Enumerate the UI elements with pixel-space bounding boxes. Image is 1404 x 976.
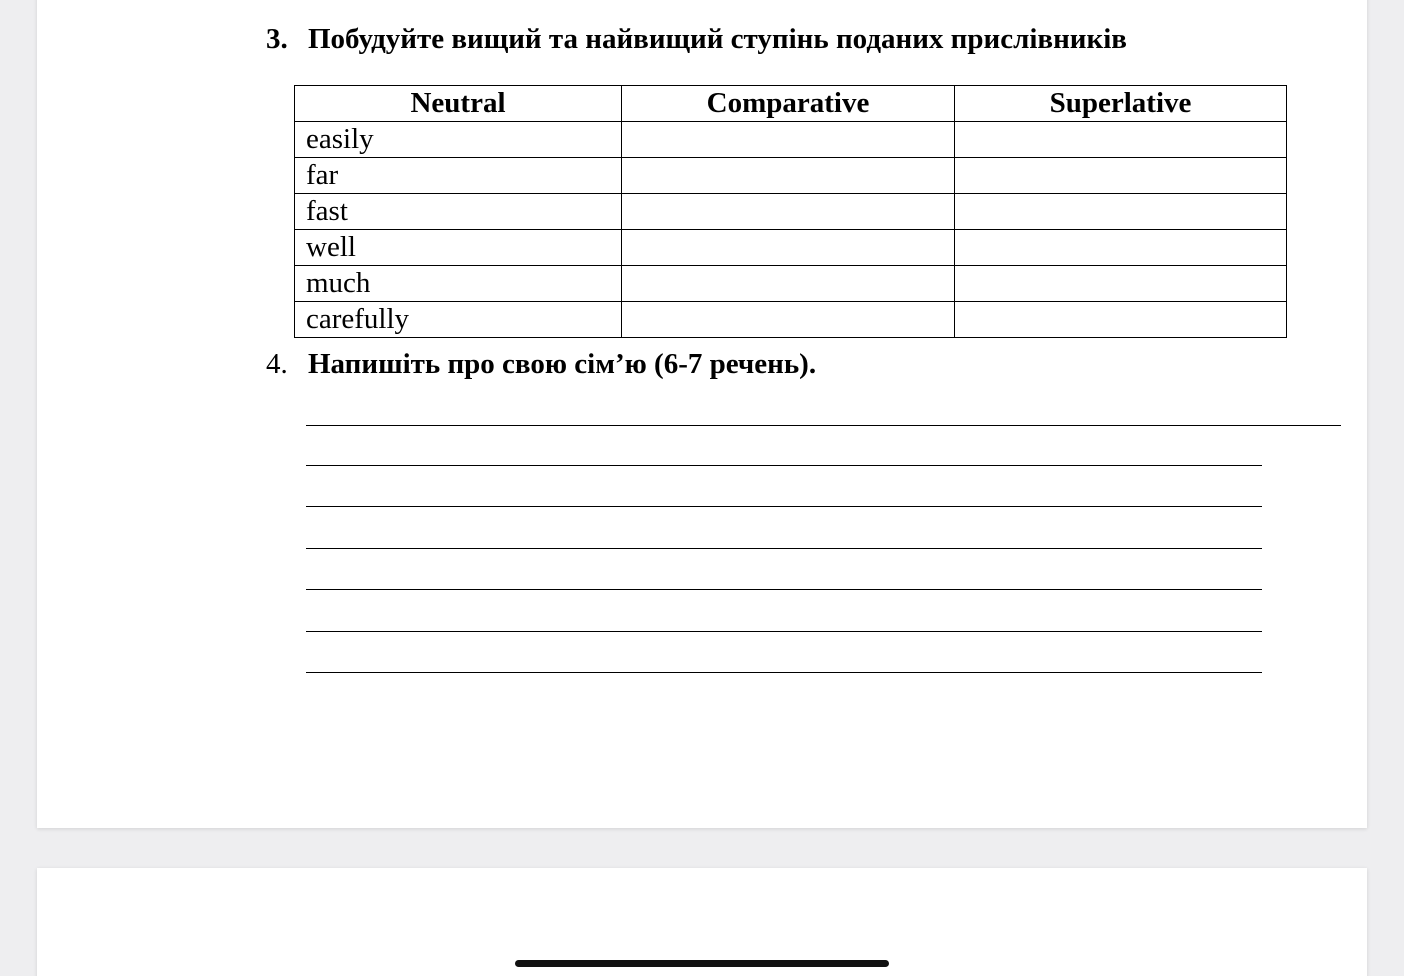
task-number: 3. — [266, 23, 288, 55]
table-row — [295, 194, 1287, 230]
table-header-row — [295, 86, 1287, 122]
table-cell-comparative — [622, 122, 955, 158]
answer-line — [306, 548, 1262, 549]
adverbs-table — [294, 85, 1287, 338]
answer-line — [306, 425, 1341, 426]
table-cell-superlative — [955, 230, 1287, 266]
answer-line — [306, 506, 1262, 507]
table-cell-comparative — [622, 194, 955, 230]
table-cell-superlative — [955, 194, 1287, 230]
table-cell-neutral: much — [295, 266, 622, 302]
table-row — [295, 158, 1287, 194]
table-row — [295, 122, 1287, 158]
table-cell-comparative — [622, 302, 955, 338]
task-title: Напишіть про свою сім’ю (6-7 речень). — [308, 348, 817, 380]
table-cell-superlative — [955, 266, 1287, 302]
table-cell-superlative — [955, 302, 1287, 338]
document-page — [37, 0, 1367, 828]
table-cell-comparative — [622, 158, 955, 194]
task-number: 4. — [266, 348, 288, 380]
answer-line — [306, 672, 1262, 673]
column-header-comparative: Comparative — [622, 86, 955, 122]
table-cell-superlative — [955, 122, 1287, 158]
table-cell-neutral: well — [295, 230, 622, 266]
task-3-heading — [266, 23, 1127, 56]
table-cell-comparative — [622, 266, 955, 302]
task-4-heading — [266, 348, 816, 381]
table-cell-neutral: far — [295, 158, 622, 194]
column-header-superlative: Superlative — [955, 86, 1287, 122]
table-cell-superlative — [955, 158, 1287, 194]
answer-line — [306, 589, 1262, 590]
table-cell-neutral: easily — [295, 122, 622, 158]
answer-line — [306, 465, 1262, 466]
table-row — [295, 230, 1287, 266]
table-cell-neutral: fast — [295, 194, 622, 230]
table-row — [295, 266, 1287, 302]
column-header-neutral: Neutral — [295, 86, 622, 122]
task-title: Побудуйте вищий та найвищий ступінь поданих прислівників — [308, 23, 1127, 55]
table-cell-comparative — [622, 230, 955, 266]
home-indicator[interactable] — [515, 960, 889, 967]
table-row — [295, 302, 1287, 338]
answer-line — [306, 631, 1262, 632]
table-cell-neutral: carefully — [295, 302, 622, 338]
